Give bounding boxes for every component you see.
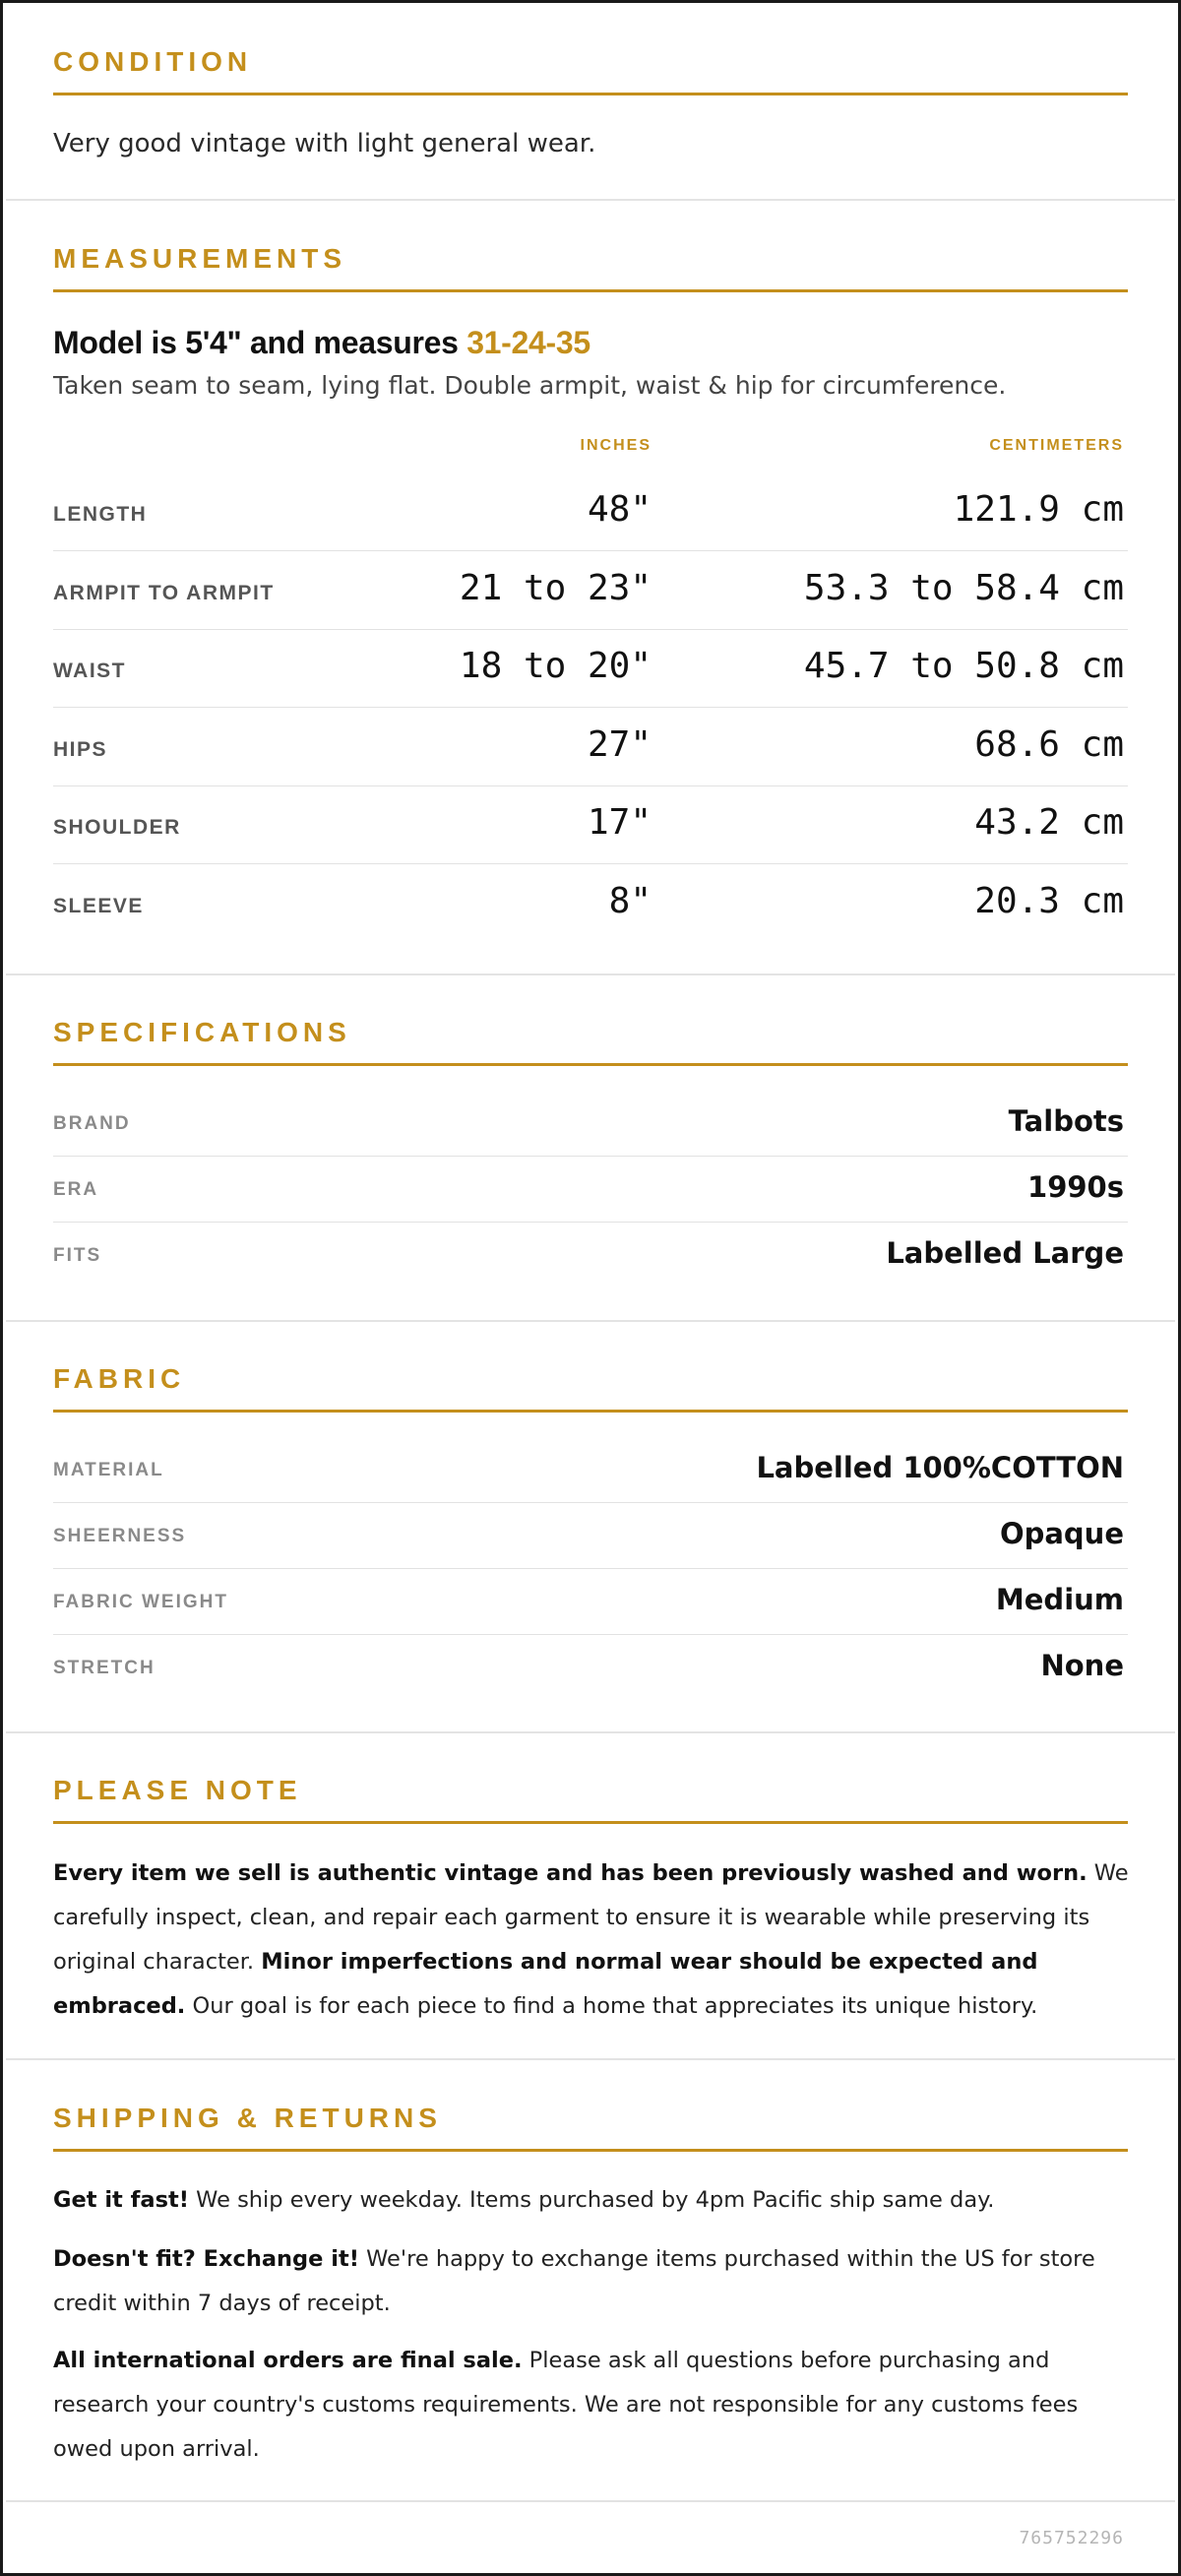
fabric-value-stretch: None: [1040, 1649, 1124, 1682]
row-divider: [53, 1568, 1128, 1569]
measurement-cm-armpit-to-armpit: 53.3 to 58.4 cm: [803, 567, 1124, 608]
shipping-heading: SHIPPING & RETURNS: [53, 2103, 442, 2133]
sku-number: 765752296: [1019, 2528, 1124, 2548]
shipping-text-2: We're happy to exchange items purchased within the US for store credit within 7 days of receipt.: [53, 2246, 1095, 2316]
section-divider: [6, 2058, 1175, 2060]
measurement-cm-hips: 68.6 cm: [974, 723, 1124, 765]
column-header-centimeters: CENTIMETERS: [989, 437, 1124, 454]
measurement-cm-sleeve: 20.3 cm: [974, 880, 1124, 921]
condition-rule: [53, 93, 1128, 95]
measurement-inches-armpit-to-armpit: 21 to 23": [459, 567, 652, 608]
shipping-paragraph-international: [53, 2339, 1131, 2472]
measurement-inches-shoulder: 17": [587, 802, 652, 843]
please-note-bold-1: Every item we sell is authentic vintage and has been previously washed and worn.: [53, 1860, 1088, 1886]
measurements-note: Taken seam to seam, lying flat. Double armpit, waist & hip for circumference.: [53, 371, 1007, 400]
section-divider: [6, 1320, 1175, 1322]
measurement-cm-length: 121.9 cm: [953, 489, 1124, 530]
section-divider: [6, 974, 1175, 975]
please-note-rule: [53, 1821, 1128, 1824]
model-prefix: Model is 5'4" and measures: [53, 325, 467, 360]
fabric-label-fabric-weight: FABRIC WEIGHT: [53, 1592, 228, 1612]
spec-value-era: 1990s: [1027, 1170, 1124, 1204]
measurement-inches-sleeve: 8": [608, 880, 652, 921]
row-divider: [53, 1634, 1128, 1635]
spec-label-era: ERA: [53, 1179, 99, 1200]
row-divider: [53, 550, 1128, 551]
please-note-paragraph: [53, 1852, 1131, 2029]
shipping-text-3: Please ask all questions before purchasing and research your country's customs requirements. We are not responsible for any customs fees owed upon arrival.: [53, 2348, 1079, 2462]
measurement-inches-waist: 18 to 20": [459, 646, 652, 686]
shipping-paragraph-fast: [53, 2178, 1131, 2223]
fabric-value-sheerness: Opaque: [999, 1517, 1124, 1550]
fabric-label-stretch: STRETCH: [53, 1658, 155, 1678]
model-measurements: [53, 325, 590, 361]
row-divider: [53, 1222, 1128, 1223]
measurement-label-length: LENGTH: [53, 503, 148, 526]
measurements-heading: MEASUREMENTS: [53, 243, 347, 274]
measurement-inches-hips: 27": [587, 723, 652, 765]
fabric-heading: FABRIC: [53, 1363, 186, 1394]
shipping-rule: [53, 2149, 1128, 2152]
measurement-inches-length: 48": [587, 489, 652, 530]
row-divider: [53, 863, 1128, 864]
row-divider: [53, 629, 1128, 630]
please-note-text-1: We carefully inspect, clean, and repair each garment to ensure it is wearable while preserving its original character.: [53, 1860, 1129, 1975]
model-measures-value: 31-24-35: [466, 325, 590, 360]
spec-value-fits: Labelled Large: [886, 1236, 1124, 1270]
measurement-cm-waist: 45.7 to 50.8 cm: [803, 646, 1124, 686]
measurement-label-shoulder: SHOULDER: [53, 816, 181, 839]
specifications-rule: [53, 1063, 1128, 1066]
specifications-heading: SPECIFICATIONS: [53, 1017, 351, 1047]
please-note-heading: PLEASE NOTE: [53, 1775, 302, 1805]
shipping-bold-3: All international orders are final sale.: [53, 2348, 523, 2373]
spec-value-brand: Talbots: [1008, 1104, 1124, 1138]
please-note-text-2: Our goal is for each piece to find a home that appreciates its unique history.: [185, 1993, 1038, 2019]
fabric-rule: [53, 1410, 1128, 1413]
spec-label-brand: BRAND: [53, 1113, 131, 1134]
measurement-label-sleeve: SLEEVE: [53, 894, 144, 917]
column-header-inches: INCHES: [580, 437, 652, 454]
fabric-label-sheerness: SHEERNESS: [53, 1526, 187, 1546]
shipping-text-1: We ship every weekday. Items purchased by 4pm Pacific ship same day.: [189, 2187, 995, 2213]
please-note-bold-2: Minor imperfections and normal wear should be expected and embraced.: [53, 1949, 1038, 2019]
measurements-rule: [53, 289, 1128, 292]
fabric-label-material: MATERIAL: [53, 1460, 164, 1480]
measurement-label-hips: HIPS: [53, 737, 108, 761]
shipping-bold-2: Doesn't fit? Exchange it!: [53, 2246, 359, 2272]
fabric-value-fabric-weight: Medium: [995, 1583, 1124, 1616]
row-divider: [53, 1156, 1128, 1157]
measurement-cm-shoulder: 43.2 cm: [974, 802, 1124, 843]
section-divider: [6, 1731, 1175, 1733]
row-divider: [53, 707, 1128, 708]
section-divider: [6, 199, 1175, 201]
shipping-paragraph-exchange: [53, 2237, 1131, 2326]
fabric-value-material: Labelled 100%COTTON: [756, 1451, 1124, 1484]
section-divider: [6, 2500, 1175, 2502]
row-divider: [53, 1502, 1128, 1503]
condition-text: Very good vintage with light general wear.: [53, 129, 596, 158]
spec-label-fits: FITS: [53, 1245, 102, 1266]
condition-heading: CONDITION: [53, 46, 253, 77]
measurement-label-armpit-to-armpit: ARMPIT TO ARMPIT: [53, 581, 275, 604]
row-divider: [53, 785, 1128, 786]
shipping-bold-1: Get it fast!: [53, 2187, 189, 2213]
measurement-label-waist: WAIST: [53, 660, 126, 682]
